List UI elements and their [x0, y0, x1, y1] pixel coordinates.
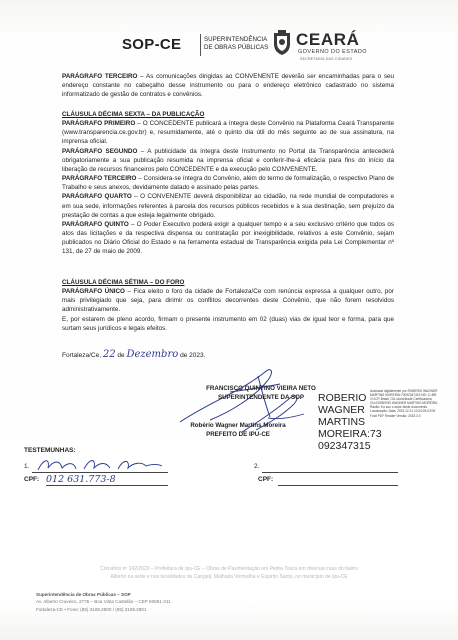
witness-2-cpf-line [278, 485, 398, 486]
sop-subtitle-line-2: DE OBRAS PÚBLICAS [204, 44, 269, 51]
sop-logo: SOP-CE [122, 36, 182, 53]
witness-1-cpf-line [46, 485, 168, 486]
witness-2-number: 2. [254, 463, 260, 470]
signer-role: PREFEITO DE IPU-CE [206, 431, 270, 438]
paragraph-text: – O CONVENENTE deverá disponibilizar ao cidadão, na rede mundial de computadores e em sua sede, informações referentes à parcela dos recursos públicos recebidos e à sua destinação, sem prejuízo da prestação de contas a que esteja legalmente obrigado. [62, 193, 394, 219]
date-de: de [117, 352, 125, 359]
date-line [62, 350, 394, 360]
paragraph-text: – As comunicações dirigidas ao CONVENENTE deverão ser encaminhadas para o seu endereço constante no cabeçalho desse instrumento ou para o endereço eletrônico cadastrado no sistema informatizado de gestão de contratos e convênios. [62, 73, 395, 99]
signer-name: FRANCISCO QUINTINO VIEIRA NETO [206, 385, 316, 392]
state-secretariat-label: SECRETARIA DAS CIDADES [300, 57, 353, 61]
date-year: de 2023. [180, 352, 206, 359]
closing-statement: E, por estarem de pleno acordo, firmam o presente instrumento em 02 (duas) vias de igual teor e forma, para que surtam seus jurídicos e legais efeitos. [62, 315, 394, 332]
witness-2-cpf-label: CPF: [258, 476, 274, 483]
witness-1-number: 1. [24, 463, 30, 470]
ceara-crest-icon [272, 30, 292, 56]
paragraph-segundo [62, 147, 394, 174]
paragraph-text: – O CONCEDENTE publicará a íntegra deste Convênio na Plataforma Ceará Transparente (www.transparencia.ce.gov.br) e, resumidamente, até o quinto dia útil do mês seguinte ao de sua assinatura, na imprensa oficial. [62, 120, 394, 146]
witnesses-title: TESTEMUNHAS: [24, 447, 76, 454]
footer-convenio-note [30, 565, 428, 581]
paragraph-terceiro [62, 174, 394, 192]
footer-note-line-1: Convênio nº 142/2023 – Prefeitura de Ipu-CE – Obras de Pavimentação em Pedra Tosca em diversas ruas do bairro [100, 566, 358, 572]
paragraph-terceiro-communications [62, 72, 394, 99]
sop-subtitle-line-1: SUPERINTENDÊNCIA [204, 36, 268, 43]
clause-seventeenth [62, 278, 394, 333]
paragraph-text: – A publicidade da íntegra deste Instrumento no Portal da Transparência antecederá obrigatoriamente a sua publicação resumida na imprensa oficial e conferir-lhe-á eficácia para fins do início da liberação de recursos financeiros pelo CONCEDENTE e da execução pelo CONVENENTE. [62, 147, 394, 173]
ceara-logo: CEARÁ [296, 30, 360, 49]
paragraph-quinto [62, 220, 394, 257]
footer-street: Av. Alberto Craveiro, 2775 – Boa Vista Castelão – CEP 60861-211 [36, 599, 171, 605]
footer-address [36, 591, 171, 613]
paragraph-text: – Fica eleito o foro da cidade de Fortaleza/Ce com renúncia expressa a qualquer outro, por mais privilegiado que seja, para dirimir os conflitos decorrentes deste Convênio, que não forem resolvidos administrativamente. [62, 288, 394, 314]
paragraph-quarto [62, 192, 394, 219]
footer-contact: Fortaleza-CE • Fone: (85) 3108.2800 / (85) 3108.2801 [36, 606, 147, 612]
signer-role: SUPERINTENDENTE DA SOP [217, 394, 305, 401]
paragraph-label: PARÁGRAFO PRIMEIRO [62, 120, 136, 128]
clause-sixteenth [62, 110, 394, 257]
paragraph-label: PARÁGRAFO QUARTO [62, 193, 132, 201]
witness-1-signature-line [32, 472, 168, 473]
paragraph-text: – O Poder Executivo poderá exigir a qualquer tempo e a seu exclusivo critério que todos os atos das licitações e da respectiva dispensa ou contratação por inexigibilidade, relativos a este Convênio, sejam publicados no Diário Oficial do Estado e na ferramenta estadual de Transparência exigida pela Lei Complementar nº 131, de 27 de maio de 2009. [62, 220, 395, 256]
signature-mayor [168, 421, 308, 439]
paragraph-label: PARÁGRAFO ÚNICO [62, 288, 125, 296]
signer-name: Robério Wagner Martins Moreira [190, 422, 286, 429]
clause-title: CLÁUSULA DÉCIMA SÉTIMA – DO FORO [62, 279, 185, 286]
clause-title: CLÁUSULA DÉCIMA SEXTA – DA PUBLICAÇÃO [62, 111, 205, 118]
sop-subtitle [204, 36, 268, 52]
header-divider [200, 34, 201, 56]
date-city: Fortaleza/Ce, [62, 352, 102, 359]
state-government-label: GOVERNO DO ESTADO [298, 49, 367, 55]
paragraph-label: PARÁGRAFO TERCEIRO [62, 175, 137, 183]
digital-signature-name: ROBERIO WAGNER MARTINS MOREIRA:73 092347315 [318, 392, 382, 452]
paragraph-label: PARÁGRAFO TERCEIRO [62, 73, 138, 80]
paragraph-unico [62, 287, 394, 314]
footer-org: Superintendência de Obras Públicas – SOP [36, 592, 131, 597]
paragraph-text: – Considera-se íntegra do Convênio, além do termo de formalização, o respectivo Plano de Trabalho e seus anexos, devidamente datado e assinado pelas partes. [62, 175, 394, 192]
paragraph-primeiro [62, 119, 394, 146]
digital-signature-details: Assinado digitalmente por ROBERIO WAGNER MARTINS MOREIRA:73092347315 ND: C=BR, O=ICP-Brasil, OU=Autoridade Certificadora, CN=ROBERIO WAGNER MARTINS MOREIRA Razão: Eu sou o autor deste documento Localização: Data: 2023.12.21 10:24:09-03'00' Foxit PDF Reader Versão: 2023.3.0 [370, 389, 438, 418]
paragraph-label: PARÁGRAFO SEGUNDO [62, 147, 138, 155]
witness-1-cpf-label: CPF: [24, 476, 40, 483]
date-day: 22 [102, 349, 116, 360]
witness-1-handwritten-signature [34, 454, 166, 474]
paragraph-label: PARÁGRAFO QUINTO [62, 220, 129, 228]
witness-2-signature-line [262, 472, 398, 473]
footer-note-line-2: Alberto na sede e nos localidades de Cangati, Malhada Vermelha e Espírito Santo, no município de Ipu-CE [110, 574, 348, 580]
witness-1-cpf-value: 012 631.773-8 [46, 474, 116, 485]
date-month: Dezembro [126, 349, 179, 360]
